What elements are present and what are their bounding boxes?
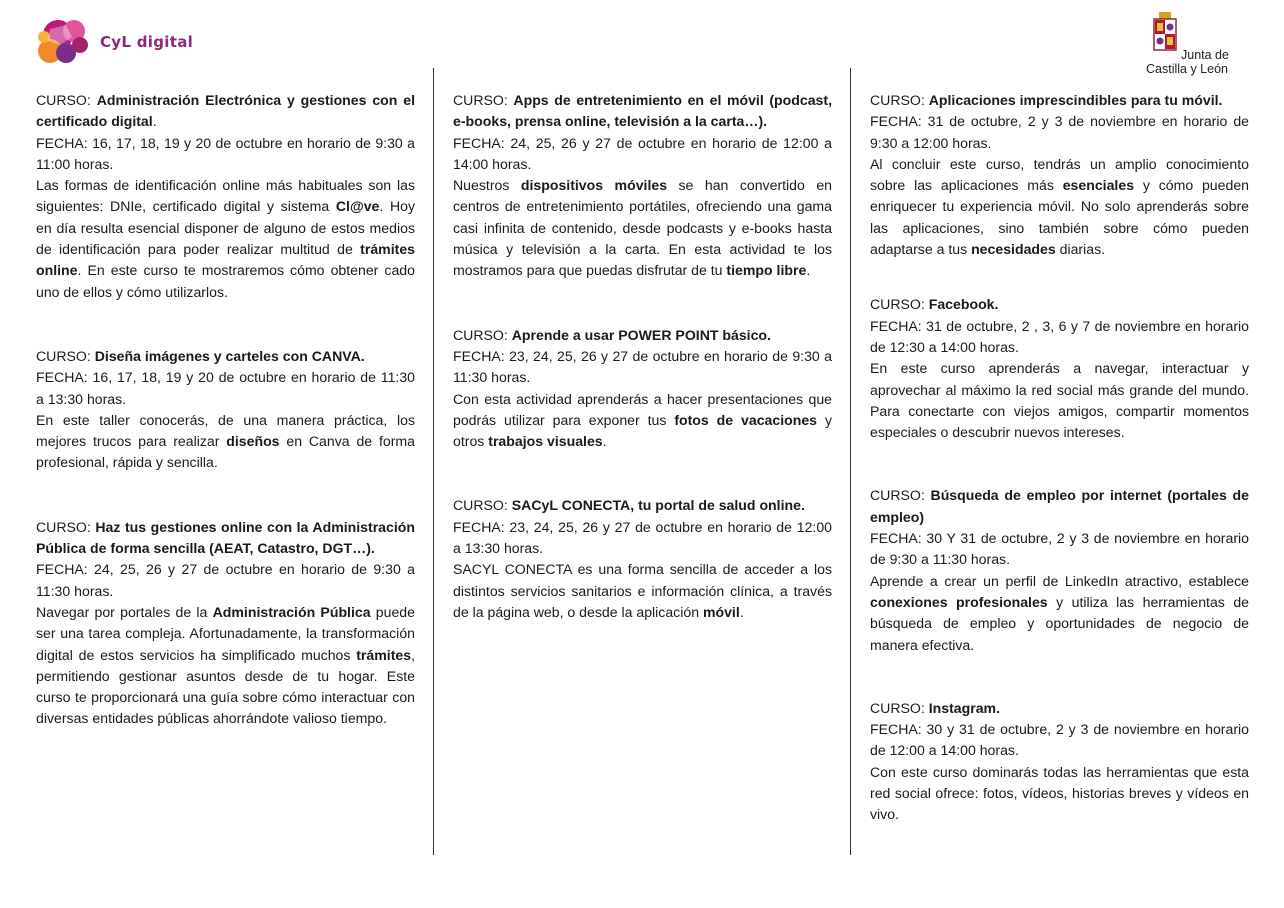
course-column-2 (453, 90, 832, 623)
course-date: FECHA: 30 Y 31 de octubre, 2 y 3 de noviembre en horario de 9:30 a 11:30 horas. (870, 530, 1249, 568)
course-title: Instagram. (928, 699, 1001, 716)
coat-of-arms-icon (1152, 12, 1178, 52)
course-date: FECHA: 31 de octubre, 2 , 3, 6 y 7 de noviembre en horario de 12:30 a 14:00 horas. (870, 317, 1249, 355)
course-description (453, 559, 832, 623)
junta-logo-line2: Castilla y León (1146, 62, 1228, 76)
description-text: . (806, 262, 811, 279)
cyl-digital-logo (36, 14, 196, 70)
course-date: FECHA: 31 de octubre, 2 y 3 de noviembre en horario de 9:30 a 12:00 horas. (870, 113, 1249, 151)
description-text: En este taller conocerás, de una manera práctica, los mejores trucos para realizar (36, 411, 415, 450)
course-label: CURSO: (36, 92, 97, 108)
junta-logo-line1: Junta de (1181, 48, 1229, 62)
course-description (36, 602, 415, 730)
course-label: CURSO: (453, 92, 514, 108)
description-text: en Canva de forma profesional, rápida y sencilla. (36, 433, 415, 471)
description-text: En este curso aprenderás a navegar, interactuar y aprovechar al máximo la red social más grande del mundo. Para conectarte con viejos amigos, compartir momentos especiales o descubrir nuevos intereses. (870, 360, 1249, 441)
course-column-1 (36, 90, 415, 730)
description-text: Navegar por portales de la (36, 603, 213, 620)
description-text: Al concluir este curso, tendrás un amplio conocimiento sobre las aplicaciones más (870, 155, 1249, 194)
course-title: Facebook. (928, 296, 999, 313)
course-date: FECHA: 30 y 31 de octubre, 2 y 3 de noviembre en horario de 12:00 a 14:00 horas. (870, 721, 1249, 759)
description-text: se han convertido en centros de entretenimiento portátiles, ofreciendo una gama casi infinita de contenido, desde podcasts y e-books hasta música y televisión a la carta. En esta actividad te los mostramos para que puedas disfrutar de tu (453, 177, 832, 279)
column-divider (433, 68, 434, 855)
course-description (870, 762, 1249, 826)
description-text: y otros (453, 411, 832, 450)
description-text: . En este curso te mostraremos cómo obtener cado uno de ellos y cómo utilizarlos. (36, 262, 415, 300)
junta-castilla-leon-logo (1146, 10, 1242, 76)
description-text: Aprende a crear un perfil de LinkedIn atractivo, establece (870, 572, 1249, 589)
course-title-line (870, 90, 1249, 111)
course-block (453, 325, 832, 453)
course-date: FECHA: 23, 24, 25, 26 y 27 de octubre en horario de 12:00 a 13:30 horas. (453, 518, 832, 557)
course-label: CURSO: (453, 326, 512, 343)
course-block (36, 517, 415, 730)
course-date: FECHA: 24, 25, 26 y 27 de octubre en horario de 9:30 a 11:30 horas. (36, 561, 415, 599)
description-text: Nuestros (453, 177, 521, 194)
course-label: CURSO: (36, 518, 96, 535)
course-date: FECHA: 16, 17, 18, 19 y 20 de octubre en horario de 9:30 a 11:00 horas. (36, 134, 415, 172)
description-text: Con esta actividad aprenderás a hacer presentaciones que podrás utilizar para exponer tus (453, 390, 832, 428)
course-label: CURSO: (36, 347, 95, 364)
course-block (36, 346, 415, 474)
description-emphasis: necesidades (971, 241, 1056, 258)
description-text: Las formas de identificación online más habituales son las siguientes: DNIe, certificado digital y sistema (36, 177, 415, 215)
course-title: Diseña imágenes y carteles con CANVA. (94, 347, 365, 364)
description-text: , permitiendo gestionar asuntos desde de tu hogar. Este curso te proporcionará una guía sobre cómo interactuar con diversas entidades públicas ahorrándote valioso tiempo. (36, 646, 415, 727)
course-label: CURSO: (870, 296, 929, 313)
description-text: diarias. (1055, 241, 1106, 258)
description-text: . Hoy en día resulta esencial disponer de alguno de estos medios de identificación para poder realizar multitud de (36, 198, 416, 258)
course-title: Administración Electrónica y gestiones con el certificado digital (36, 92, 415, 130)
course-title: Búsqueda de empleo por internet (portales de empleo) (870, 487, 1249, 525)
course-block (453, 90, 832, 282)
course-block (36, 90, 415, 303)
course-label: CURSO: (870, 487, 931, 504)
course-block (453, 495, 832, 623)
description-emphasis: dispositivos móviles (520, 177, 668, 194)
course-date: FECHA: 23, 24, 25, 26 y 27 de octubre en horario de 9:30 a 11:30 horas. (453, 347, 832, 386)
course-description (36, 175, 415, 303)
course-block (870, 485, 1249, 655)
course-block (870, 90, 1249, 260)
course-title-line (453, 495, 832, 516)
description-text: . (739, 603, 744, 620)
course-title-line (870, 485, 1249, 528)
description-emphasis: trámites (356, 646, 412, 663)
course-title: Apps de entretenimiento en el móvil (podcast, e-books, prensa online, televisión a la carta…). (453, 92, 832, 130)
description-emphasis: Administración Pública (212, 603, 371, 620)
description-emphasis: trabajos visuales (488, 433, 603, 450)
course-title-line (36, 90, 415, 133)
description-emphasis: conexiones profesionales (870, 593, 1048, 610)
course-description (870, 358, 1249, 443)
course-label: CURSO: (870, 699, 929, 716)
course-title: SACyL CONECTA, tu portal de salud online. (511, 497, 805, 514)
course-block (870, 294, 1249, 443)
course-date: FECHA: 24, 25, 26 y 27 de octubre en horario de 12:00 a 14:00 horas. (453, 134, 832, 172)
course-title-line (36, 346, 415, 367)
description-emphasis: esenciales (1062, 177, 1135, 194)
course-label: CURSO: (453, 497, 512, 514)
course-title: Aplicaciones imprescindibles para tu móvil. (928, 92, 1223, 108)
course-description (453, 389, 832, 453)
course-column-3 (870, 90, 1249, 826)
course-title-line (870, 698, 1249, 719)
course-description (36, 410, 415, 474)
description-emphasis: trámites online (36, 241, 415, 279)
course-block (870, 698, 1249, 826)
description-emphasis: móvil (702, 603, 740, 620)
description-text: Con este curso dominarás todas las herramientas que esta red social ofrece: fotos, vídeos, historias breves y vídeos en vivo. (870, 763, 1249, 823)
description-emphasis: tiempo libre (726, 262, 807, 279)
description-text: y utiliza las herramientas de búsqueda de empleo y oportunidades de negocio de manera efectiva. (870, 593, 1249, 653)
description-emphasis: fotos de vacaciones (674, 411, 818, 428)
description-text: puede ser una tarea compleja. Afortunadamente, la transformación digital de estos servicios ha simplificado muchos (36, 603, 415, 663)
column-divider (850, 68, 851, 855)
course-title-line (453, 90, 832, 133)
course-title: Haz tus gestiones online con la Administración Pública de forma sencilla (AEAT, Catastro, DGT…). (36, 518, 415, 557)
description-emphasis: diseños (226, 433, 280, 450)
course-description (870, 154, 1249, 260)
course-title-line (870, 294, 1249, 315)
cyl-digital-logo-icon (36, 15, 98, 69)
course-title-line (453, 325, 832, 346)
course-description (453, 175, 832, 281)
course-title: Aprende a usar POWER POINT básico. (511, 326, 771, 343)
cyl-digital-brand-text: CyL digital (100, 33, 194, 51)
description-text: . (602, 433, 607, 450)
description-emphasis: Cl@ve (335, 198, 380, 215)
description-text: y cómo pueden enriquecer tu experiencia móvil. No solo aprenderás sobre las aplicaciones, sino también sobre cómo pueden adaptarse a tus (870, 177, 1250, 258)
course-description (870, 571, 1249, 656)
course-title-line (36, 517, 415, 560)
description-text: SACYL CONECTA es una forma sencilla de acceder a los distintos servicios sanitarios e información clínica, a través de la página web, o desde la aplicación (453, 561, 832, 620)
course-date: FECHA: 16, 17, 18, 19 y 20 de octubre en horario de 11:30 a 13:30 horas. (36, 369, 415, 407)
course-label: CURSO: (870, 92, 929, 108)
course-title-suffix: . (152, 113, 157, 130)
